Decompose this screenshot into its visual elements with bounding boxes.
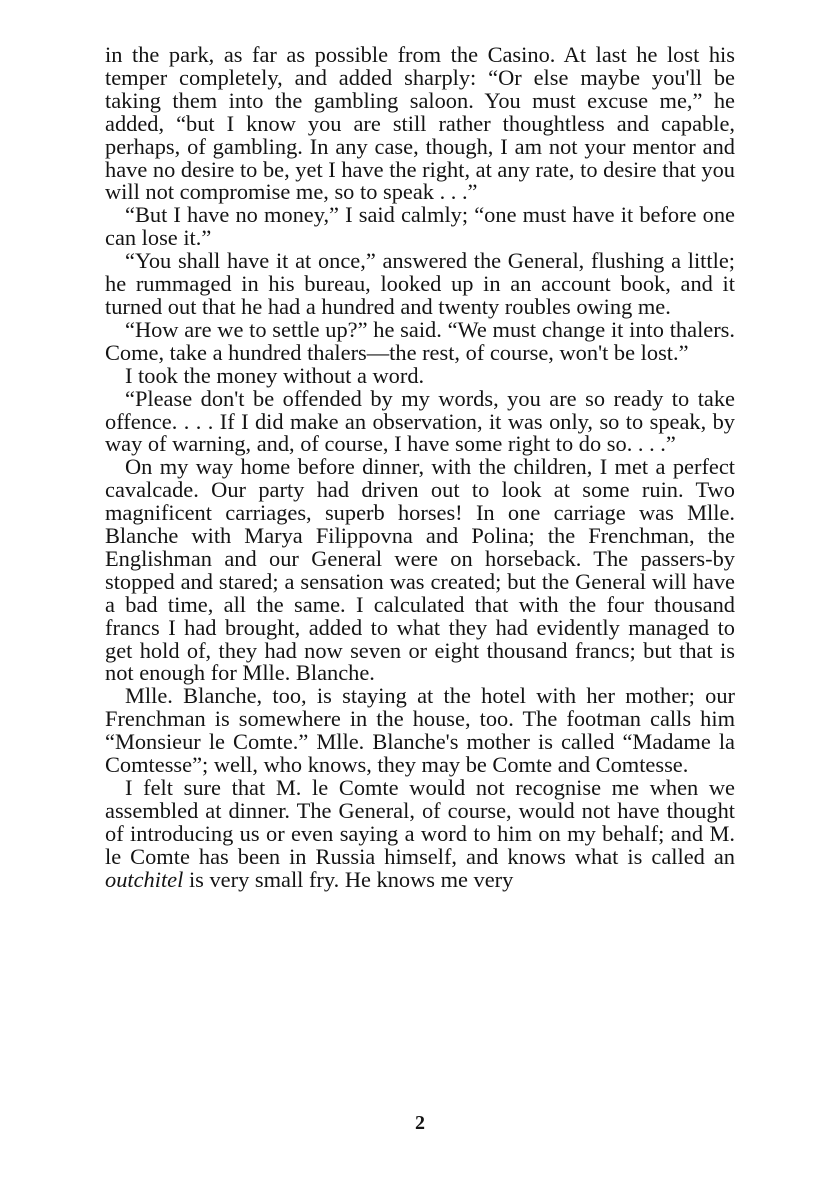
paragraph: Mlle. Blanche, too, is staying at the hotel with her mother; our Frenchman is somewhere in the house, too. The footman calls him “Monsieur le Comte.” Mlle. Blanche's mother is called “Madame la Comtesse”; well, who knows, they may be Comte and Comtesse.: [105, 683, 735, 778]
paragraph: “You shall have it at once,” answered the General, flushing a little; he rummaged in his bureau, looked up in an account book, and it turned out that he had a hundred and twenty roubles owing me.: [105, 248, 735, 319]
paragraph: “Please don't be offended by my words, you are so ready to take offence. . . . If I did make an observation, it was only, so to speak, by way of warning, and, of course, I have some right to do so. . . .”: [105, 385, 735, 457]
paragraph: I took the money without a word.: [125, 362, 425, 388]
paragraph: “But I have no money,” I said calmly; “one must have it before one can lose it.”: [105, 202, 735, 251]
paragraph: [105, 777, 735, 892]
paragraph: “How are we to settle up?” he said. “We must change it into thalers. Come, take a hundred thalers—the rest, of course, won't be lost.”: [105, 316, 735, 365]
paragraph-text: I felt sure that M. le Comte would not recognise me when we assembled at dinner. The General, of course, would not have thought of introducing us or even saying a word to him on my behalf; and M. le Comte has been in Russia himself, and knows what is called an: [105, 775, 735, 869]
italic-word: outchitel: [105, 866, 184, 892]
paragraph: in the park, as far as possible from the Casino. At last he lost his temper completely, and added sharply: “Or else maybe you'll be taking them into the gambling saloon. You must excuse me,” he added, “but I know you are still rather thoughtless and capable, perhaps, of gambling. In any case, though, I am not your mentor and have no desire to be, yet I have the right, at any rate, to desire that you will not compromise me, so to speak . . .”: [105, 42, 735, 205]
paragraph: On my way home before dinner, with the children, I met a perfect cavalcade. Our party had driven out to look at some ruin. Two magnificent carriages, superb horses! In one carriage was Mlle. Blanche with Marya Filippovna and Polina; the Frenchman, the Englishman and our General were on horseback. The passers-by stopped and stared; a sensation was created; but the General will have a bad time, all the same. I calculated that with the four thousand francs I had brought, added to what they had evidently managed to get hold of, they had now seven or eight thousand francs; but that is not enough for Mlle. Blanche.: [105, 454, 735, 686]
page-number: 2: [415, 1112, 425, 1134]
book-page: [105, 44, 735, 892]
paragraph-text: is very small fry. He knows me very: [183, 866, 514, 892]
